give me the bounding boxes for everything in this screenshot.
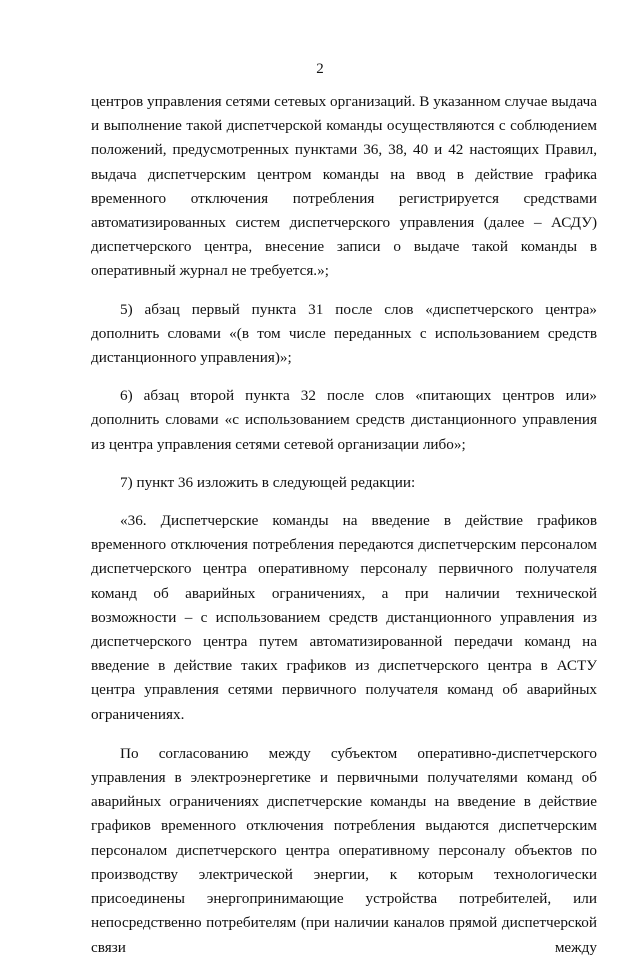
document-body bbox=[91, 90, 597, 960]
page-number: 2 bbox=[316, 61, 324, 77]
paragraph-agreement: По согласованию между субъектом оперативно-диспетчерского управления в электроэнергетике и первичными получателями команд об аварийных ограничениях диспетчерские команды на введение в действие графиков временного отключения потребления выдаются диспетчерским персоналом диспетчерского центра оперативному персоналу объектов по производству электрической энергии, к которым технологически присоединены энергопринимающие устройства потребителей, или непосредственно потребителям (при наличии каналов прямой диспетчерской связи между bbox=[91, 744, 597, 956]
paragraph-item-6: 6) абзац второй пункта 32 после слов «питающих центров или» дополнить словами «с использованием средств дистанционного управления из центра управления сетями сетевой организации либо»; bbox=[91, 387, 597, 453]
paragraph-clause-36: «36. Диспетчерские команды на введение в действие графиков временного отключения потребления передаются диспетчерским персоналом диспетчерского центра оперативному персоналу первичного получателя команд об аварийных ограничениях, а при наличии технической возможности – с использованием средств дистанционного управления из диспетчерского центра путем автоматизированной передачи команд на введение в действие таких графиков из диспетчерского центра в АСТУ центра управления сетями первичного получателя команд об аварийных ограничениях. bbox=[91, 512, 597, 723]
paragraph-continuation: центров управления сетями сетевых организаций. В указанном случае выдача и выполнение такой диспетчерской команды осуществляются с соблюдением положений, предусмотренных пунктами 36, 38, 40 и 42 настоящих Правил, выдача диспетчерским центром команды на ввод в действие графика временного отключения потребления регистрируется средствами автоматизированных систем диспетчерского управления (далее – АСДУ) диспетчерского центра, внесение записи о выдаче такой команды в оперативный журнал не требуется.»; bbox=[91, 93, 597, 280]
paragraph-item-7: 7) пункт 36 изложить в следующей редакции: bbox=[120, 473, 416, 491]
paragraph-item-5: 5) абзац первый пункта 31 после слов «диспетчерского центра» дополнить словами «(в том числе переданных с использованием средств дистанционного управления)»; bbox=[91, 300, 597, 367]
